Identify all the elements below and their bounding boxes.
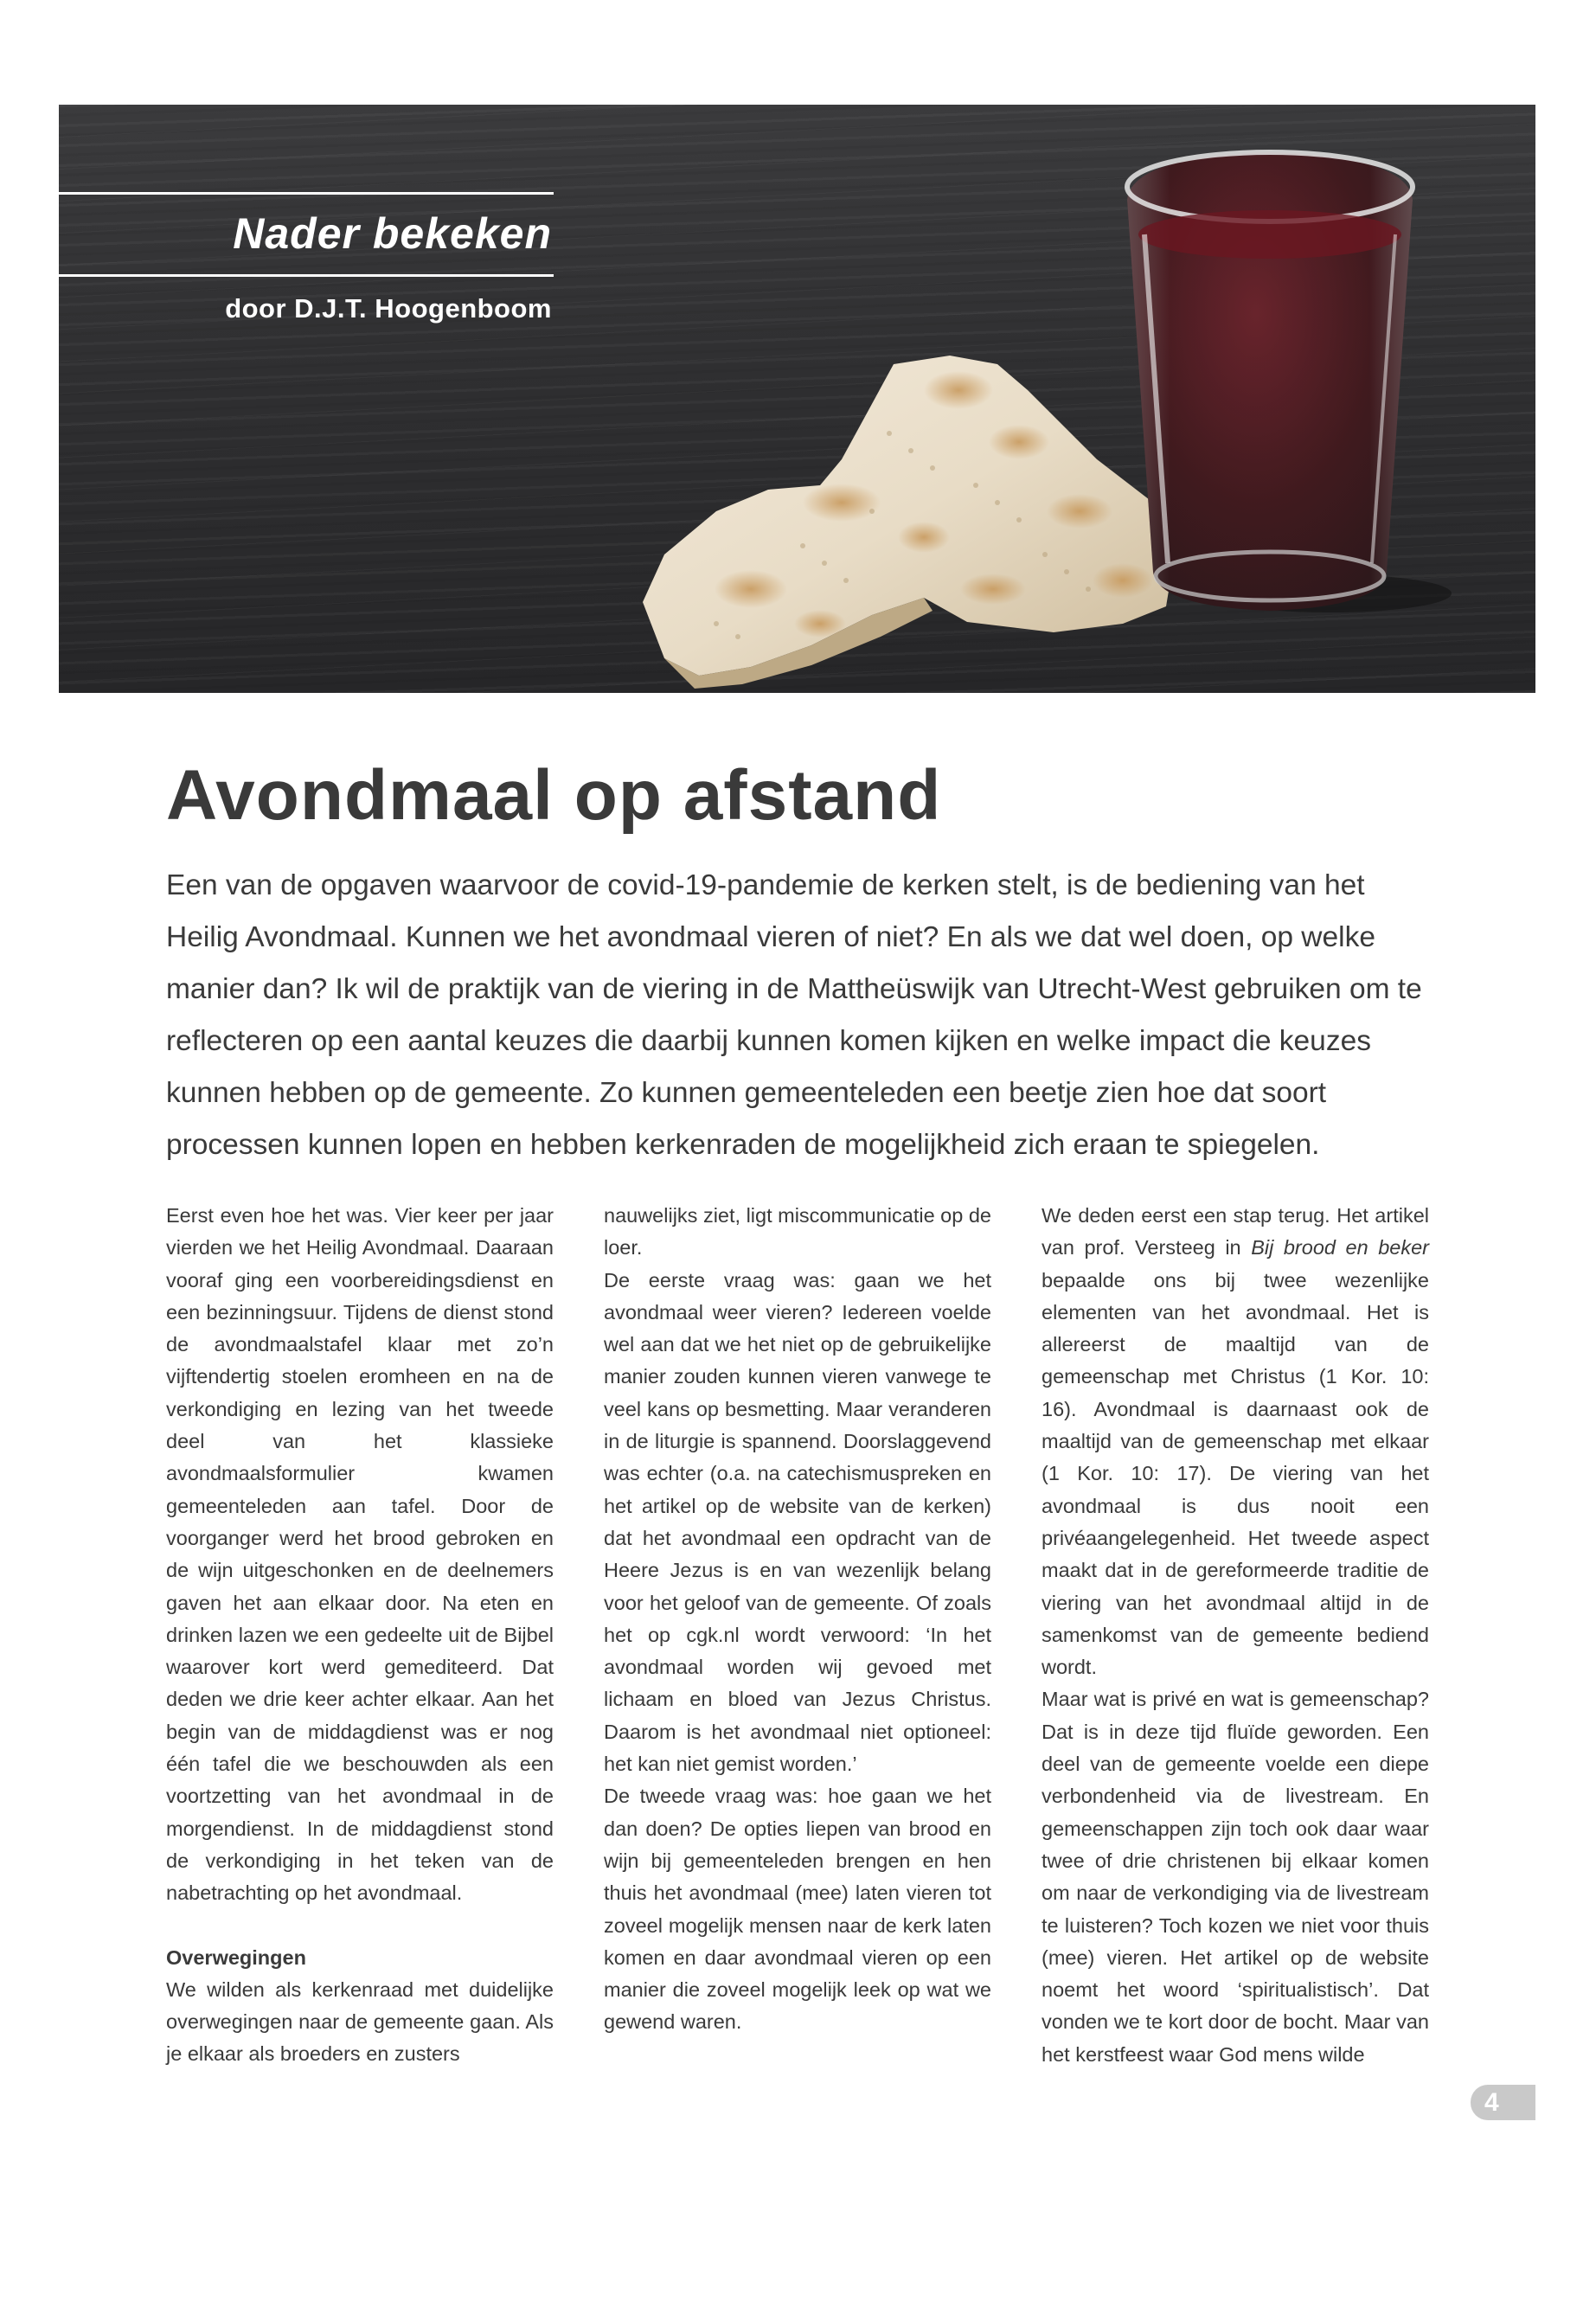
subheading-overwegingen: Overwegingen [166,1945,306,1969]
text-run: bepaalde ons bij twee wezenlijke elementen van het avondmaal. Het is allereerst de maaltijd van de gemeenschap met Christus (1 Kor. 10: 16). Avondmaal is daarnaast ook de maaltijd van de gemeenschap met elkaar (1 Kor. 10: 17). De viering van het avondmaal is dus nooit een privéaangelegenheid. Het tweede aspect maakt dat in de gereformeerde traditie de viering van het avondmaal altijd in de samenkomst van de gemeente bediend wordt. [1042,1268,1429,1679]
article-body [166,1200,1429,2117]
paragraph: We wilden als kerkenraad met duidelijke overwegingen naar de gemeente gaan. Als je elkaar als broeders en zusters [166,1977,554,2066]
paragraph: nauwelijks ziet, ligt miscommunicatie op de loer. [604,1204,991,1259]
article-lead: Een van de opgaven waarvoor de covid-19-pandemie de kerken stelt, is de bediening van het Heilig Avondmaal. Kunnen we het avondmaal vieren of niet? En als we dat wel doen, op welke manier dan? Ik wil de praktijk van de viering in de Mattheüswijk van Utrecht-West gebruiken om te reflecteren op een aantal keuzes die daarbij kunnen komen kijken en welke impact die keuzes kunnen hebben op de gemeente. Zo kunnen gemeenteleden een beetje zien hoe dat soort processen kunnen lopen en hebben kerkenraden de mogelijkheid zich eraan te spiegelen. [166,869,1422,1161]
paragraph [1042,1200,1429,1683]
paragraph: Maar wat is privé en wat is gemeenschap? Dat is in deze tijd fluïde geworden. Een deel van de gemeente voelde een diepe verbondenheid via de livestream. En gemeenschappen zijn toch ook daar waar twee of drie christenen bij elkaar komen om naar de verkondiging via de livestream te luisteren? Toch kozen we niet voor thuis (mee) vieren. Het artikel op de website noemt het woord ‘spiritualistisch’. Dat vonden we te kort door de bocht. Maar van het kerstfeest waar God mens wilde [1042,1688,1429,2066]
paragraph: De tweede vraag was: hoe gaan we het dan doen? De opties liepen van brood en wijn bij gemeenteleden brengen en hen thuis het avondmaal (mee) laten vieren tot zoveel mogelijk mensen naar de kerk laten komen en daar avondmaal vieren op een manier die zoveel mogelijk leek op wat we gewend waren. [604,1785,991,2034]
section-title: Nader bekeken [233,209,552,258]
header-banner [59,105,1535,693]
author-byline: door D.J.T. Hoogenboom [225,293,552,324]
page-number: 4 [1471,2085,1535,2120]
column-1 [166,1200,554,2117]
column-2 [604,1200,991,2117]
title-rule-bottom [59,274,554,277]
paragraph: De eerste vraag was: gaan we het avondmaal weer vieren? Iedereen voelde wel aan dat we het niet op de gebruikelijke manier zouden kunnen vieren vanwege te veel kans op besmetting. Maar veranderen in de liturgie is spannend. Doorslaggevend was echter (o.a. na catechismuspreken en het artikel op de website van de kerken) dat het avondmaal een opdracht van de Heere Jezus is en van wezenlijk belang voor het geloof van de gemeente. Of zoals het op cgk.nl wordt verwoord: ‘In het avondmaal worden wij gevoed met lichaam en bloed van Jezus Christus. Daarom is het avondmaal niet optioneel: het kan niet gemist worden.’ [604,1268,991,1776]
article-title: Avondmaal op afstand [166,756,942,835]
book-title: Bij brood en beker [1251,1236,1429,1259]
column-3 [1042,1200,1429,2117]
text-run: We deden eerst een stap terug. Het artikel van prof. Versteeg in [1042,1204,1429,1259]
title-rule-top [59,192,554,195]
paragraph: Eerst even hoe het was. Vier keer per jaar vierden we het Heilig Avondmaal. Daaraan vooraf ging een voorbereidingsdienst en een bezinningsuur. Tijdens de dienst stond de avondmaalstafel klaar met zo’n vijftendertig stoelen eromheen en na de verkondiging en lezing van het tweede deel van het klassieke avondmaalsformulier kwamen gemeenteleden aan tafel. Door de voorganger werd het brood gebroken en de wijn uitgeschonken en de deelnemers gaven het aan elkaar door. Na eten en drinken lazen we een gedeelte uit de Bijbel waarover kort werd gemediteerd. Dat deden we drie keer achter elkaar. Aan het begin van de middagdienst was er nog één tafel die we beschouwden als een voortzetting van het avondmaal in de morgendienst. In de middagdienst stond de verkondiging in het teken van de nabetrachting op het avondmaal. [166,1204,554,1905]
